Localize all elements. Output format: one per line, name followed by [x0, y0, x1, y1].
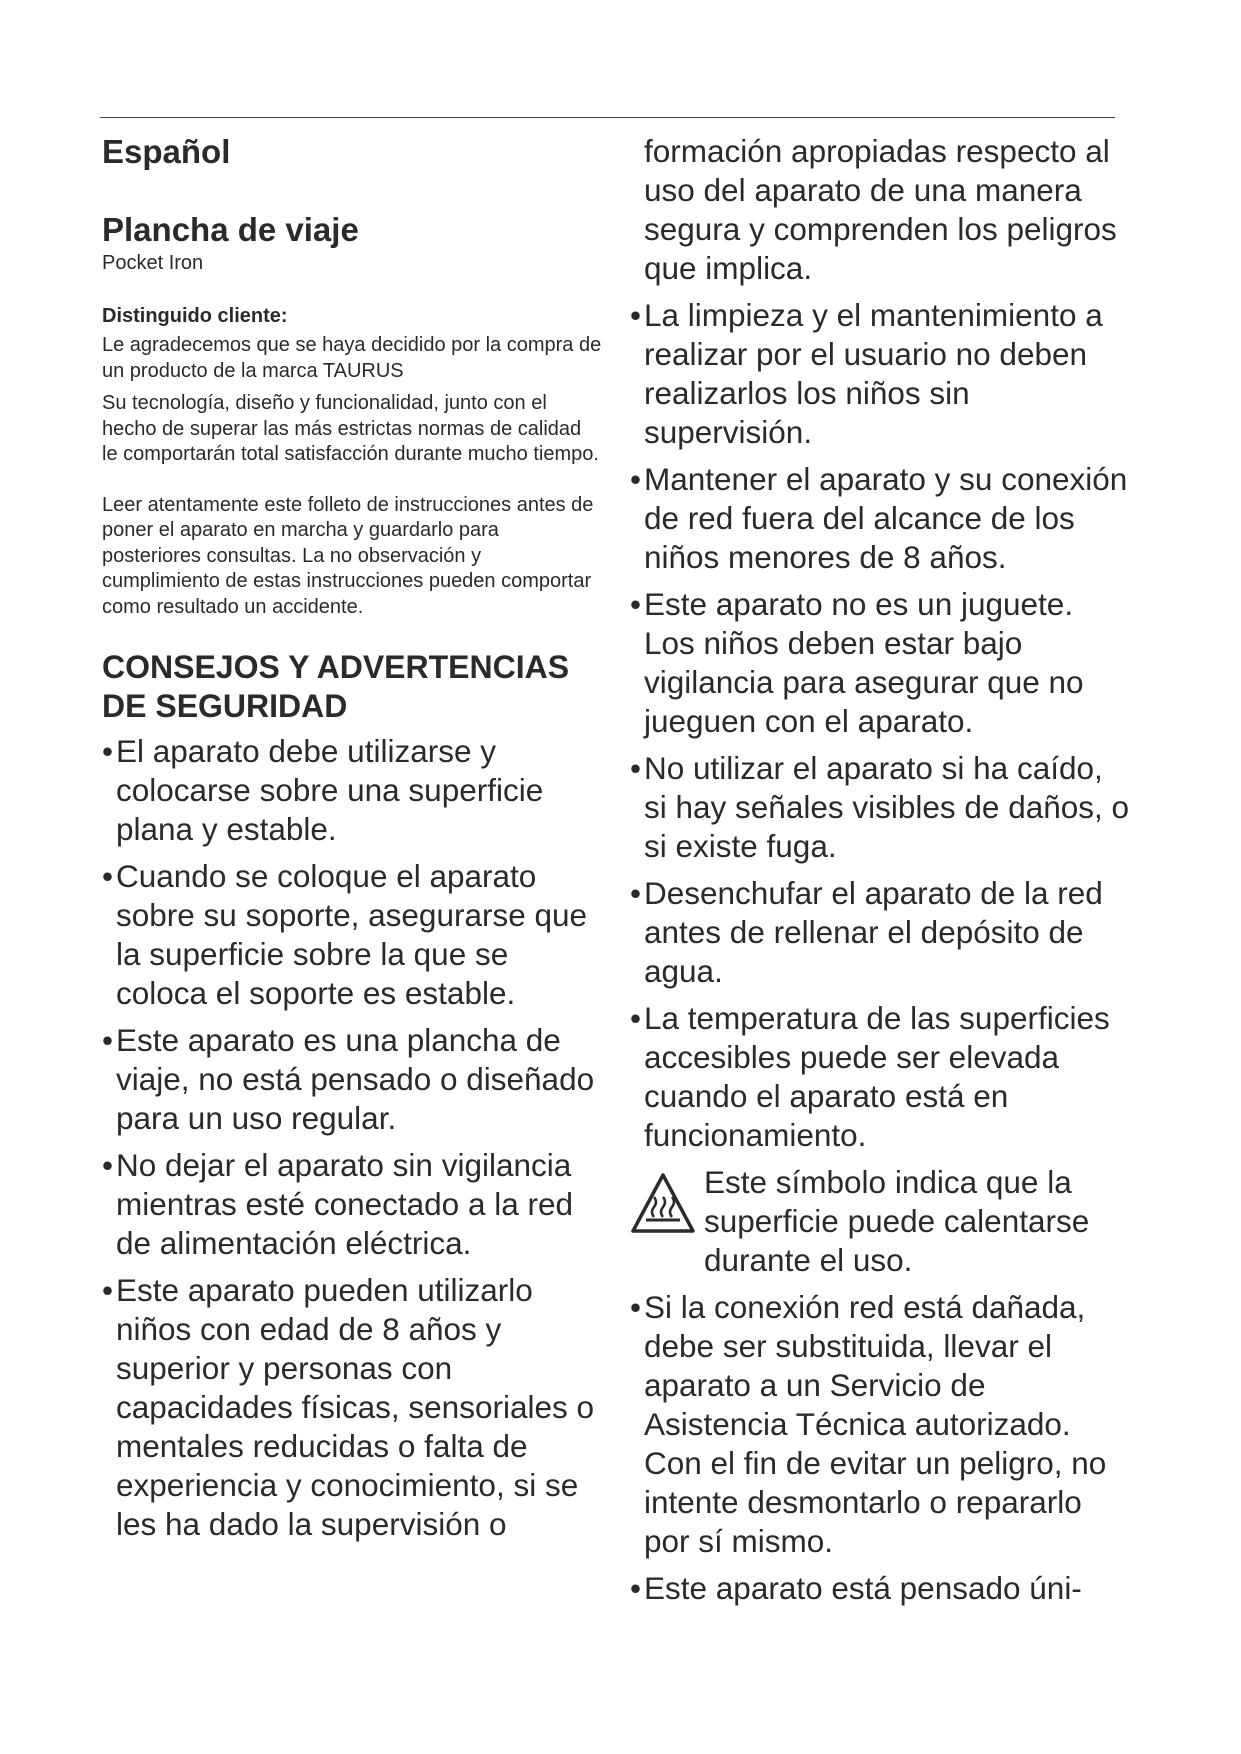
- hot-surface-notice: [630, 1163, 1130, 1280]
- list-item: • Si la conexión red está dañada, debe ser substituida, llevar el aparato a un Servicio de Asistencia Técnica autorizado. Con el fin de evitar un peligro, no intente desmontarlo o repararlo por sí mismo.: [630, 1289, 1107, 1559]
- list-item: • Desenchufar el aparato de la red antes de rellenar el depósito de agua.: [630, 875, 1103, 989]
- product-title: Plancha de viaje: [102, 211, 359, 248]
- list-item: • Cuando se coloque el aparato sobre su soporte, asegurarse que la superficie sobre la que se coloca el soporte es estable.: [102, 858, 588, 1011]
- continued-paragraph: formación apropiadas respecto al uso del aparato de una manera segura y comprenden los peligros que implica.: [644, 133, 1117, 286]
- bullet: •: [102, 858, 114, 894]
- left-column: [102, 132, 602, 1552]
- bullet: •: [630, 1000, 642, 1036]
- bullet: •: [630, 750, 642, 786]
- safety-list-right-b: [630, 1288, 1130, 1608]
- list-item: • El aparato debe utilizarse y colocarse sobre una superficie plana y estable.: [102, 733, 544, 847]
- safety-section-title: CONSEJOS Y ADVERTENCIAS DE SEGURIDAD: [102, 649, 570, 724]
- list-item: • La temperatura de las superficies accesibles puede ser elevada cuando el aparato está en funcionamiento.: [630, 1000, 1110, 1153]
- hot-surface-warning-icon: [630, 1171, 696, 1237]
- list-item: • Este aparato no es un juguete. Los niños deben estar bajo vigilancia para asegurar que no jueguen con el aparato.: [630, 586, 1084, 739]
- bullet: •: [102, 1022, 114, 1058]
- list-item: • La limpieza y el mantenimiento a realizar por el usuario no deben realizarlos los niños sin supervisión.: [630, 297, 1103, 450]
- bullet: •: [630, 1289, 642, 1325]
- list-item: • Mantener el aparato y su conexión de red fuera del alcance de los niños menores de 8 años.: [630, 461, 1128, 575]
- intro-paragraph-2: Su tecnología, diseño y funcionalidad, junto con el hecho de superar las más estrictas normas de calidad le comportarán total satisfacción durante mucho tiempo.: [102, 392, 599, 465]
- list-item: • Este aparato es una plancha de viaje, no está pensado o diseñado para un uso regular.: [102, 1022, 595, 1136]
- bullet: •: [102, 1272, 114, 1308]
- bullet: •: [630, 297, 642, 333]
- bullet: •: [630, 875, 642, 911]
- intro-paragraph-1: Le agradecemos que se haya decidido por la compra de un producto de la marca TAURUS: [102, 334, 602, 382]
- bullet: •: [630, 461, 642, 497]
- list-item: • Este aparato pueden utilizarlo niños con edad de 8 años y superior y personas con capacidades físicas, sensoriales o mentales reducidas o falta de experiencia y conocimiento, si se les ha dado la supervisión o: [102, 1272, 595, 1542]
- greeting: Distinguido cliente:: [102, 305, 288, 327]
- safety-list-right-a: [630, 296, 1130, 1155]
- list-item: • No dejar el aparato sin vigilancia mientras esté conectado a la red de alimentación eléctrica.: [102, 1147, 574, 1261]
- intro-paragraph-3: Leer atentamente este folleto de instrucciones antes de poner el aparato en marcha y guardarlo para posteriores consultas. La no observación y cumplimiento de estas instrucciones pueden comportar como resultado un accidente.: [102, 493, 594, 618]
- hot-surface-text: Este símbolo indica que la superficie puede calentarse durante el uso.: [704, 1164, 1090, 1278]
- language-heading: Español: [102, 133, 231, 170]
- bullet: •: [102, 1147, 114, 1183]
- bullet: •: [630, 1570, 642, 1606]
- product-subtitle: Pocket Iron: [102, 252, 204, 274]
- list-item: • Este aparato está pensado úni-: [630, 1570, 1082, 1606]
- list-item: • No utilizar el aparato si ha caído, si hay señales visibles de daños, o si existe fuga.: [630, 750, 1130, 864]
- right-column: [630, 132, 1130, 1616]
- bullet: •: [102, 733, 114, 769]
- safety-list-left: [102, 732, 602, 1544]
- top-rule: [100, 117, 1115, 118]
- bullet: •: [630, 586, 642, 622]
